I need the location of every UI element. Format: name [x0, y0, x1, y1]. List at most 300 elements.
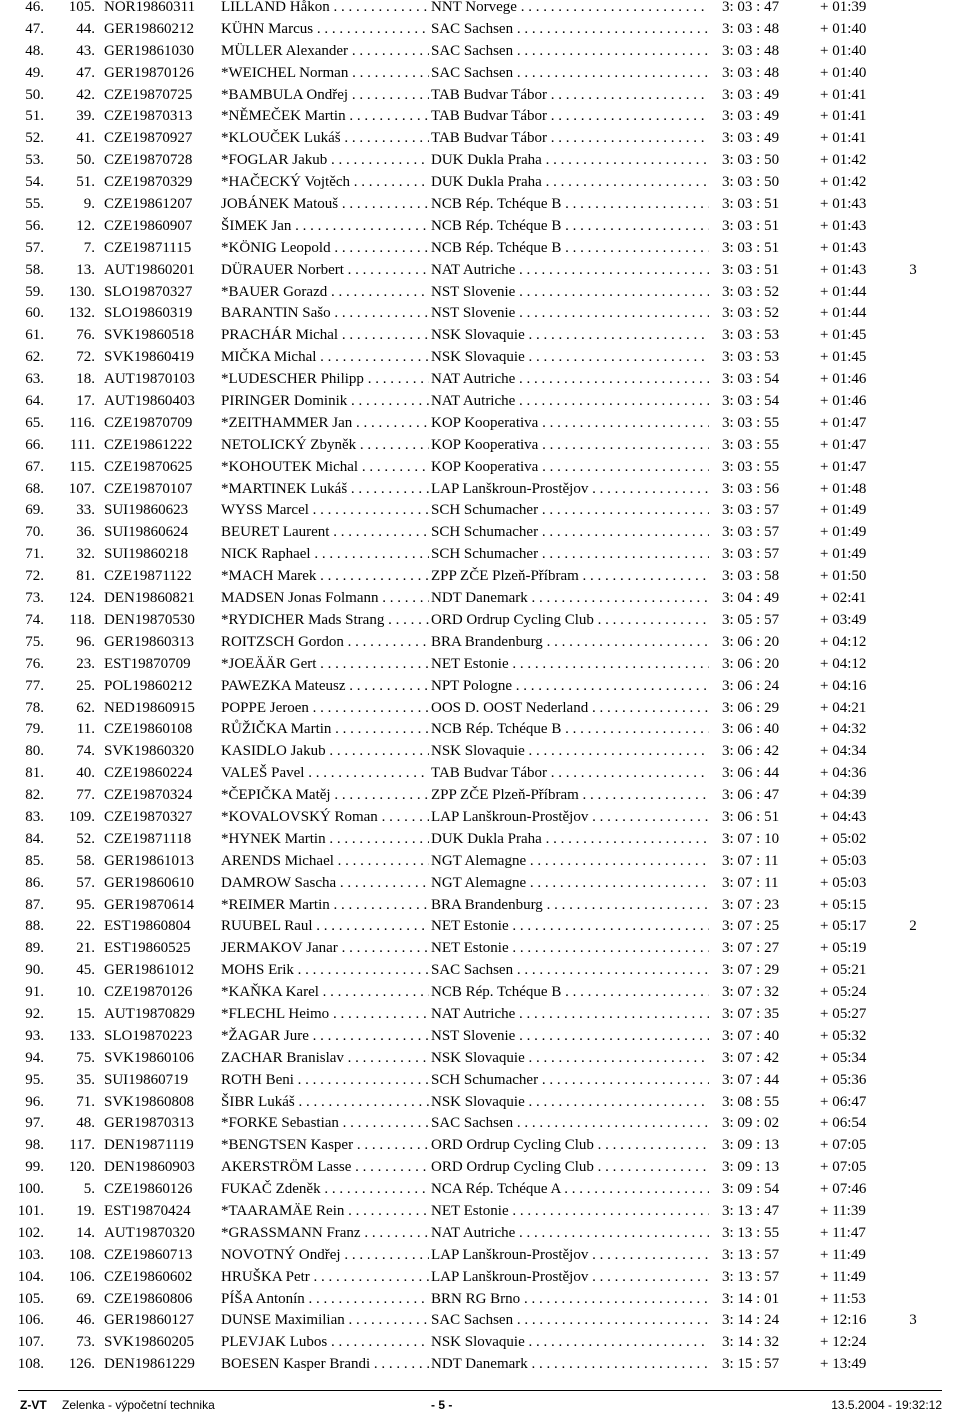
gap-cell: + 01:44 [820, 283, 867, 300]
uci-code-cell: GER19860610 [104, 874, 194, 891]
rider-name-cell: JOBÁNEK Matouš . . . [221, 194, 429, 216]
time-cell: 3: 15 : 57 [722, 1356, 780, 1373]
rank-cell: 82. [25, 787, 44, 804]
uci-code-cell: SLO19860319 [104, 305, 193, 322]
rank-cell: 72. [25, 568, 44, 585]
rider-name-cell: *FORKE Sebastian . . . [221, 1113, 429, 1135]
rank-cell: 76. [25, 655, 44, 672]
uci-code-cell: DEN19861229 [104, 1356, 195, 1373]
rank-cell: 67. [25, 458, 44, 475]
time-cell: 3: 03 : 57 [722, 546, 780, 563]
gap-cell: + 01:41 [820, 130, 867, 147]
bib-cell: 108. [68, 1246, 95, 1263]
time-cell: 3: 03 : 48 [722, 42, 780, 59]
bib-cell: 126. [68, 1356, 95, 1373]
team-cell: LAP Lanškroun-Prostějov . . . [431, 1267, 709, 1289]
team-cell: ORD Ordrup Cycling Club . . . [431, 1157, 709, 1179]
rider-name-cell: ROITZSCH Gordon . . . [221, 632, 429, 654]
team-cell: NSK Slovaquie . . . [431, 325, 709, 347]
team-cell: SAC Sachsen . . . [431, 63, 709, 85]
rank-cell: 93. [25, 1027, 44, 1044]
table-row [0, 172, 960, 194]
team-cell: SAC Sachsen . . . [431, 1113, 709, 1135]
rider-name-cell: HRUŠKA Petr . . . [221, 1267, 429, 1289]
time-cell: 3: 03 : 51 [722, 239, 780, 256]
uci-code-cell: SLO19870223 [104, 1027, 193, 1044]
team-cell: TAB Budvar Tábor . . . [431, 763, 709, 785]
rider-name-cell: *BAMBULA Ondřej . . . [221, 85, 429, 107]
page-footer [18, 1390, 942, 1415]
uci-code-cell: AUT19860403 [104, 393, 195, 410]
rank-cell: 92. [25, 1005, 44, 1022]
team-cell: NST Slovenie . . . [431, 282, 709, 304]
team-cell: DUK Dukla Praha . . . [431, 829, 709, 851]
table-row [0, 1113, 960, 1135]
bib-cell: 109. [68, 808, 95, 825]
time-cell: 3: 03 : 51 [722, 261, 780, 278]
rider-name-cell: *REIMER Martin . . . [221, 895, 429, 917]
team-cell: NAT Autriche . . . [431, 1223, 709, 1245]
table-row [0, 1135, 960, 1157]
rider-name-cell: *WEICHEL Norman . . . [221, 63, 429, 85]
gap-cell: + 01:41 [820, 108, 867, 125]
time-cell: 3: 03 : 49 [722, 108, 780, 125]
rank-cell: 65. [25, 414, 44, 431]
time-cell: 3: 06 : 24 [722, 677, 780, 694]
gap-cell: + 01:45 [820, 349, 867, 366]
rider-name-cell: LILLAND Håkon . . . [221, 0, 429, 19]
gap-cell: + 01:44 [820, 305, 867, 322]
uci-code-cell: CZE19870728 [104, 152, 193, 169]
table-row [0, 851, 960, 873]
bib-cell: 42. [76, 86, 95, 103]
bib-cell: 77. [76, 787, 95, 804]
rank-cell: 85. [25, 852, 44, 869]
uci-code-cell: SVK19860320 [104, 743, 195, 760]
table-row [0, 0, 960, 19]
rank-cell: 107. [17, 1334, 44, 1351]
rider-name-cell: DÜRAUER Norbert . . . [221, 260, 429, 282]
table-row [0, 1048, 960, 1070]
rider-name-cell: PÍŠA Antonín . . . [221, 1289, 429, 1311]
rank-cell: 103. [17, 1246, 44, 1263]
rank-cell: 108. [17, 1356, 44, 1373]
table-row [0, 1201, 960, 1223]
rider-name-cell: MOHS Erik . . . [221, 960, 429, 982]
rider-name-cell: *KOHOUTEK Michal . . . [221, 457, 429, 479]
rank-cell: 51. [25, 108, 44, 125]
rank-cell: 95. [25, 1071, 44, 1088]
team-cell: DUK Dukla Praha . . . [431, 150, 709, 172]
rank-cell: 100. [17, 1181, 44, 1198]
rider-name-cell: ŠIBR Lukáš . . . [221, 1092, 429, 1114]
bib-cell: 130. [68, 283, 95, 300]
bib-cell: 106. [68, 1268, 95, 1285]
rider-name-cell: MADSEN Jonas Folmann . . . [221, 588, 429, 610]
gap-cell: + 11:39 [820, 1202, 866, 1219]
table-row [0, 1070, 960, 1092]
uci-code-cell: DEN19871119 [104, 1137, 194, 1154]
time-cell: 3: 03 : 53 [722, 349, 780, 366]
table-row [0, 1179, 960, 1201]
bib-cell: 35. [76, 1071, 95, 1088]
team-cell: SAC Sachsen . . . [431, 1310, 709, 1332]
gap-cell: + 05:03 [820, 874, 867, 891]
table-row [0, 829, 960, 851]
rank-cell: 78. [25, 699, 44, 716]
rank-cell: 105. [17, 1290, 44, 1307]
rider-name-cell: ŠIMEK Jan . . . [221, 216, 429, 238]
time-cell: 3: 07 : 44 [722, 1071, 780, 1088]
bib-cell: 36. [76, 524, 95, 541]
gap-cell: + 04:43 [820, 808, 867, 825]
bib-cell: 120. [68, 1159, 95, 1176]
rider-name-cell: NOVOTNÝ Ondřej . . . [221, 1245, 429, 1267]
uci-code-cell: CZE19870324 [104, 787, 193, 804]
rider-name-cell: *GRASSMANN Franz . . . [221, 1223, 429, 1245]
uci-code-cell: CZE19870927 [104, 130, 193, 147]
rider-name-cell: *KOVALOVSKÝ Roman . . . [221, 807, 429, 829]
gap-cell: + 12:24 [820, 1334, 867, 1351]
gap-cell: + 04:36 [820, 765, 867, 782]
rank-cell: 54. [25, 174, 44, 191]
time-cell: 3: 03 : 55 [722, 436, 780, 453]
rider-name-cell: *KÖNIG Leopold . . . [221, 238, 429, 260]
table-row [0, 150, 960, 172]
team-cell: ZPP ZČE Plzeň-Příbram . . . [431, 566, 709, 588]
gap-cell: + 01:49 [820, 546, 867, 563]
table-row [0, 1267, 960, 1289]
uci-code-cell: SVK19860518 [104, 327, 195, 344]
bib-cell: 48. [76, 1115, 95, 1132]
time-cell: 3: 09 : 02 [722, 1115, 780, 1132]
rank-cell: 73. [25, 590, 44, 607]
rank-cell: 101. [17, 1202, 44, 1219]
table-row [0, 435, 960, 457]
table-row [0, 457, 960, 479]
rider-name-cell: *ŽAGAR Jure . . . [221, 1026, 429, 1048]
time-cell: 3: 09 : 13 [722, 1137, 780, 1154]
uci-code-cell: GER19861030 [104, 42, 194, 59]
rank-cell: 84. [25, 830, 44, 847]
gap-cell: + 01:39 [820, 0, 867, 15]
bib-cell: 71. [76, 1093, 95, 1110]
footer-brand: Z-VT [20, 1398, 47, 1412]
table-row [0, 916, 960, 938]
rank-cell: 57. [25, 239, 44, 256]
bib-cell: 111. [69, 436, 95, 453]
gap-cell: + 04:39 [820, 787, 867, 804]
team-cell: NNT Norvege . . . [431, 0, 709, 19]
bib-cell: 11. [76, 721, 95, 738]
rank-cell: 90. [25, 962, 44, 979]
bib-cell: 52. [76, 830, 95, 847]
rider-name-cell: *ČEPIČKA Matěj . . . [221, 785, 429, 807]
points-cell: 2 [909, 918, 917, 935]
rider-name-cell: MÜLLER Alexander . . . [221, 41, 429, 63]
bib-cell: 13. [76, 261, 95, 278]
table-row [0, 1092, 960, 1114]
rider-name-cell: *FLECHL Heimo . . . [221, 1004, 429, 1026]
bib-cell: 50. [76, 152, 95, 169]
rank-cell: 70. [25, 524, 44, 541]
team-cell: NET Estonie . . . [431, 938, 709, 960]
rank-cell: 64. [25, 393, 44, 410]
uci-code-cell: CZE19870709 [104, 414, 193, 431]
time-cell: 3: 06 : 42 [722, 743, 780, 760]
rider-name-cell: PIRINGER Dominik . . . [221, 391, 429, 413]
rank-cell: 75. [25, 633, 44, 650]
time-cell: 3: 03 : 52 [722, 283, 780, 300]
table-row [0, 216, 960, 238]
uci-code-cell: EST19860804 [104, 918, 191, 935]
gap-cell: + 01:43 [820, 261, 867, 278]
time-cell: 3: 09 : 54 [722, 1181, 780, 1198]
time-cell: 3: 05 : 57 [722, 611, 780, 628]
time-cell: 3: 07 : 29 [722, 962, 780, 979]
rider-name-cell: VALEŠ Pavel . . . [221, 763, 429, 785]
rank-cell: 66. [25, 436, 44, 453]
rank-cell: 74. [25, 611, 44, 628]
time-cell: 3: 14 : 24 [722, 1312, 780, 1329]
time-cell: 3: 14 : 32 [722, 1334, 780, 1351]
team-cell: SAC Sachsen . . . [431, 41, 709, 63]
bib-cell: 47. [76, 64, 95, 81]
gap-cell: + 03:49 [820, 611, 867, 628]
table-row [0, 325, 960, 347]
uci-code-cell: GER19870126 [104, 64, 194, 81]
team-cell: KOP Kooperativa . . . [431, 435, 709, 457]
uci-code-cell: CZE19870107 [104, 480, 193, 497]
time-cell: 3: 08 : 55 [722, 1093, 780, 1110]
uci-code-cell: CZE19870725 [104, 86, 193, 103]
rider-name-cell: POPPE Jeroen . . . [221, 698, 429, 720]
bib-cell: 40. [76, 765, 95, 782]
uci-code-cell: AUT19870320 [104, 1224, 195, 1241]
bib-cell: 132. [68, 305, 95, 322]
team-cell: NGT Alemagne . . . [431, 851, 709, 873]
team-cell: SAC Sachsen . . . [431, 19, 709, 41]
rider-name-cell: *HAČECKÝ Vojtěch . . . [221, 172, 429, 194]
uci-code-cell: CZE19871118 [104, 830, 192, 847]
team-cell: DUK Dukla Praha . . . [431, 172, 709, 194]
table-row [0, 522, 960, 544]
uci-code-cell: SVK19860419 [104, 349, 195, 366]
gap-cell: + 04:34 [820, 743, 867, 760]
table-row [0, 391, 960, 413]
team-cell: TAB Budvar Tábor . . . [431, 106, 709, 128]
rank-cell: 86. [25, 874, 44, 891]
team-cell: LAP Lanškroun-Prostějov . . . [431, 1245, 709, 1267]
table-row [0, 1310, 960, 1332]
table-row [0, 982, 960, 1004]
gap-cell: + 05:24 [820, 984, 867, 1001]
bib-cell: 22. [76, 918, 95, 935]
uci-code-cell: CZE19860907 [104, 217, 193, 234]
gap-cell: + 01:40 [820, 64, 867, 81]
rider-name-cell: MIČKA Michal . . . [221, 347, 429, 369]
team-cell: NSK Slovaquie . . . [431, 1332, 709, 1354]
uci-code-cell: CZE19860806 [104, 1290, 193, 1307]
team-cell: NCA Rép. Tchéque A . . . [431, 1179, 709, 1201]
time-cell: 3: 07 : 40 [722, 1027, 780, 1044]
gap-cell: + 01:49 [820, 524, 867, 541]
uci-code-cell: SUI19860218 [104, 546, 189, 563]
time-cell: 3: 03 : 54 [722, 371, 780, 388]
time-cell: 3: 04 : 49 [722, 590, 780, 607]
gap-cell: + 05:21 [820, 962, 867, 979]
table-row [0, 741, 960, 763]
rank-cell: 62. [25, 349, 44, 366]
team-cell: NCB Rép. Tchéque B . . . [431, 194, 709, 216]
bib-cell: 74. [76, 743, 95, 760]
rider-name-cell: BOESEN Kasper Brandi . . . [221, 1354, 429, 1376]
rank-cell: 59. [25, 283, 44, 300]
uci-code-cell: CZE19861207 [104, 196, 193, 213]
table-row [0, 41, 960, 63]
bib-cell: 62. [76, 699, 95, 716]
uci-code-cell: AUT19870103 [104, 371, 195, 388]
rank-cell: 83. [25, 808, 44, 825]
rank-cell: 63. [25, 371, 44, 388]
rider-name-cell: FUKAČ Zdeněk . . . [221, 1179, 429, 1201]
table-row [0, 785, 960, 807]
bib-cell: 57. [76, 874, 95, 891]
table-row [0, 85, 960, 107]
bib-cell: 69. [76, 1290, 95, 1307]
uci-code-cell: CZE19860224 [104, 765, 193, 782]
rank-cell: 87. [25, 896, 44, 913]
rider-name-cell: PLEVJAK Lubos . . . [221, 1332, 429, 1354]
gap-cell: + 04:32 [820, 721, 867, 738]
team-cell: SAC Sachsen . . . [431, 960, 709, 982]
time-cell: 3: 13 : 57 [722, 1268, 780, 1285]
table-row [0, 544, 960, 566]
bib-cell: 51. [76, 174, 95, 191]
rank-cell: 68. [25, 480, 44, 497]
gap-cell: + 01:46 [820, 371, 867, 388]
time-cell: 3: 03 : 52 [722, 305, 780, 322]
team-cell: ORD Ordrup Cycling Club . . . [431, 1135, 709, 1157]
bib-cell: 25. [76, 677, 95, 694]
bib-cell: 73. [76, 1334, 95, 1351]
bib-cell: 116. [69, 414, 95, 431]
gap-cell: + 06:54 [820, 1115, 867, 1132]
rider-name-cell: *KLOUČEK Lukáš . . . [221, 128, 429, 150]
team-cell: SCH Schumacher . . . [431, 522, 709, 544]
gap-cell: + 01:43 [820, 217, 867, 234]
uci-code-cell: GER19861013 [104, 852, 194, 869]
gap-cell: + 11:49 [820, 1268, 866, 1285]
bib-cell: 76. [76, 327, 95, 344]
uci-code-cell: GER19870614 [104, 896, 194, 913]
team-cell: NST Slovenie . . . [431, 1026, 709, 1048]
team-cell: KOP Kooperativa . . . [431, 413, 709, 435]
table-row [0, 1245, 960, 1267]
rider-name-cell: RUUBEL Raul . . . [221, 916, 429, 938]
bib-cell: 75. [76, 1049, 95, 1066]
rider-name-cell: KASIDLO Jakub . . . [221, 741, 429, 763]
gap-cell: + 05:03 [820, 852, 867, 869]
rider-name-cell: RŮŽIČKA Martin . . . [221, 719, 429, 741]
table-row [0, 807, 960, 829]
gap-cell: + 01:43 [820, 196, 867, 213]
bib-cell: 96. [76, 633, 95, 650]
table-row [0, 479, 960, 501]
rider-name-cell: PRACHÁR Michal . . . [221, 325, 429, 347]
rank-cell: 91. [25, 984, 44, 1001]
time-cell: 3: 06 : 51 [722, 808, 780, 825]
bib-cell: 14. [76, 1224, 95, 1241]
bib-cell: 39. [76, 108, 95, 125]
rank-cell: 52. [25, 130, 44, 147]
bib-cell: 12. [76, 217, 95, 234]
gap-cell: + 05:27 [820, 1005, 867, 1022]
uci-code-cell: CZE19870313 [104, 108, 193, 125]
gap-cell: + 07:05 [820, 1159, 867, 1176]
points-cell: 3 [909, 261, 917, 278]
gap-cell: + 05:34 [820, 1049, 867, 1066]
rank-cell: 99. [25, 1159, 44, 1176]
rider-name-cell: BEURET Laurent . . . [221, 522, 429, 544]
time-cell: 3: 07 : 11 [722, 852, 779, 869]
uci-code-cell: GER19861012 [104, 962, 194, 979]
gap-cell: + 04:12 [820, 633, 867, 650]
team-cell: NAT Autriche . . . [431, 391, 709, 413]
rank-cell: 77. [25, 677, 44, 694]
gap-cell: + 06:47 [820, 1093, 867, 1110]
rider-name-cell: ARENDS Michael . . . [221, 851, 429, 873]
bib-cell: 44. [76, 20, 95, 37]
time-cell: 3: 03 : 51 [722, 196, 780, 213]
team-cell: BRA Brandenburg . . . [431, 632, 709, 654]
uci-code-cell: EST19870424 [104, 1202, 191, 1219]
rank-cell: 50. [25, 86, 44, 103]
time-cell: 3: 06 : 20 [722, 655, 780, 672]
uci-code-cell: SVK19860106 [104, 1049, 195, 1066]
team-cell: NAT Autriche . . . [431, 1004, 709, 1026]
uci-code-cell: GER19860127 [104, 1312, 194, 1329]
time-cell: 3: 03 : 49 [722, 86, 780, 103]
rider-name-cell: JERMAKOV Janar . . . [221, 938, 429, 960]
table-row [0, 128, 960, 150]
uci-code-cell: CZE19860108 [104, 721, 193, 738]
rank-cell: 96. [25, 1093, 44, 1110]
team-cell: BRA Brandenburg . . . [431, 895, 709, 917]
team-cell: NSK Slovaquie . . . [431, 1048, 709, 1070]
uci-code-cell: CZE19860126 [104, 1181, 193, 1198]
rank-cell: 102. [17, 1224, 44, 1241]
team-cell: ORD Ordrup Cycling Club . . . [431, 610, 709, 632]
bib-cell: 23. [76, 655, 95, 672]
bib-cell: 58. [76, 852, 95, 869]
bib-cell: 33. [76, 502, 95, 519]
team-cell: NET Estonie . . . [431, 654, 709, 676]
bib-cell: 115. [69, 458, 95, 475]
team-cell: NSK Slovaquie . . . [431, 1092, 709, 1114]
uci-code-cell: DEN19860903 [104, 1159, 195, 1176]
bib-cell: 10. [76, 984, 95, 1001]
rider-name-cell: DAMROW Sascha . . . [221, 873, 429, 895]
time-cell: 3: 03 : 50 [722, 174, 780, 191]
rank-cell: 106. [17, 1312, 44, 1329]
gap-cell: + 11:53 [820, 1290, 866, 1307]
rider-name-cell: BARANTIN Sašo . . . [221, 303, 429, 325]
time-cell: 3: 03 : 53 [722, 327, 780, 344]
table-row [0, 632, 960, 654]
rider-name-cell: *BENGTSEN Kasper . . . [221, 1135, 429, 1157]
table-row [0, 303, 960, 325]
